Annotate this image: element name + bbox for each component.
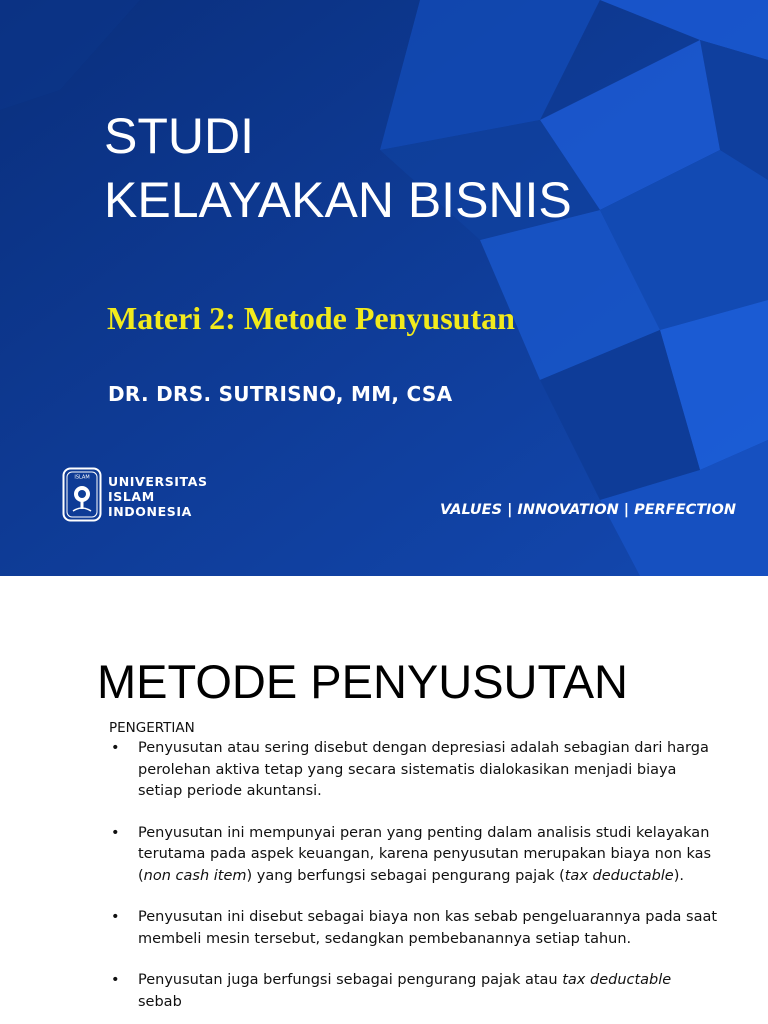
bullet-icon: •: [111, 909, 120, 925]
list-item-text: Penyusutan atau sering disebut dengan depresiasi adalah sebagian dari harga perolehan aktiva tetap yang secara sistematis dialokasikan menjadi biaya setiap periode akuntansi.: [138, 740, 709, 799]
slide-title-line-1: STUDI: [104, 108, 254, 164]
content-slide-title: METODE PENYUSUTAN: [97, 655, 628, 708]
university-name-line-1: UNIVERSITAS: [108, 474, 208, 489]
bullet-icon: •: [111, 740, 120, 756]
list-item: [0, 738, 768, 803]
svg-text:ISLAM: ISLAM: [74, 474, 90, 481]
section-heading: PENGERTIAN: [109, 720, 195, 736]
author-name: DR. DRS. SUTRISNO, MM, CSA: [108, 382, 453, 406]
list-item: [0, 907, 768, 950]
bullet-list: [0, 738, 768, 1024]
list-item-text: Penyusutan ini mempunyai peran yang penting dalam analisis studi kelayakan terutama pada aspek keuangan, karena penyusutan merupakan biaya non kas (non cash item) yang berfungsi sebagai pengurang pajak (tax deductable).: [138, 824, 712, 884]
list-item: [0, 970, 768, 1013]
slide-title-line-2: KELAYAKAN BISNIS: [104, 172, 572, 228]
content-slide: [0, 576, 768, 1024]
bullet-icon: •: [111, 824, 120, 841]
list-item-text: Penyusutan ini disebut sebagai biaya non kas sebab pengeluarannya pada saat membeli mesin tersebut, sedangkan pembebanannya setiap tahun.: [138, 909, 718, 947]
slide-subtitle: Materi 2: Metode Penyusutan: [107, 300, 515, 336]
tagline: VALUES | INNOVATION | PERFECTION: [440, 502, 737, 518]
university-name-line-2: ISLAM: [108, 489, 155, 504]
slide-title: [104, 104, 572, 232]
list-item-text: Penyusutan juga berfungsi sebagai pengurang pajak atau tax deductable sebab: [138, 972, 672, 1010]
university-name: [108, 474, 208, 519]
bullet-icon: •: [111, 972, 120, 988]
list-item: [0, 823, 768, 888]
uii-logo-icon: [62, 467, 102, 522]
university-name-line-3: INDONESIA: [108, 504, 192, 519]
